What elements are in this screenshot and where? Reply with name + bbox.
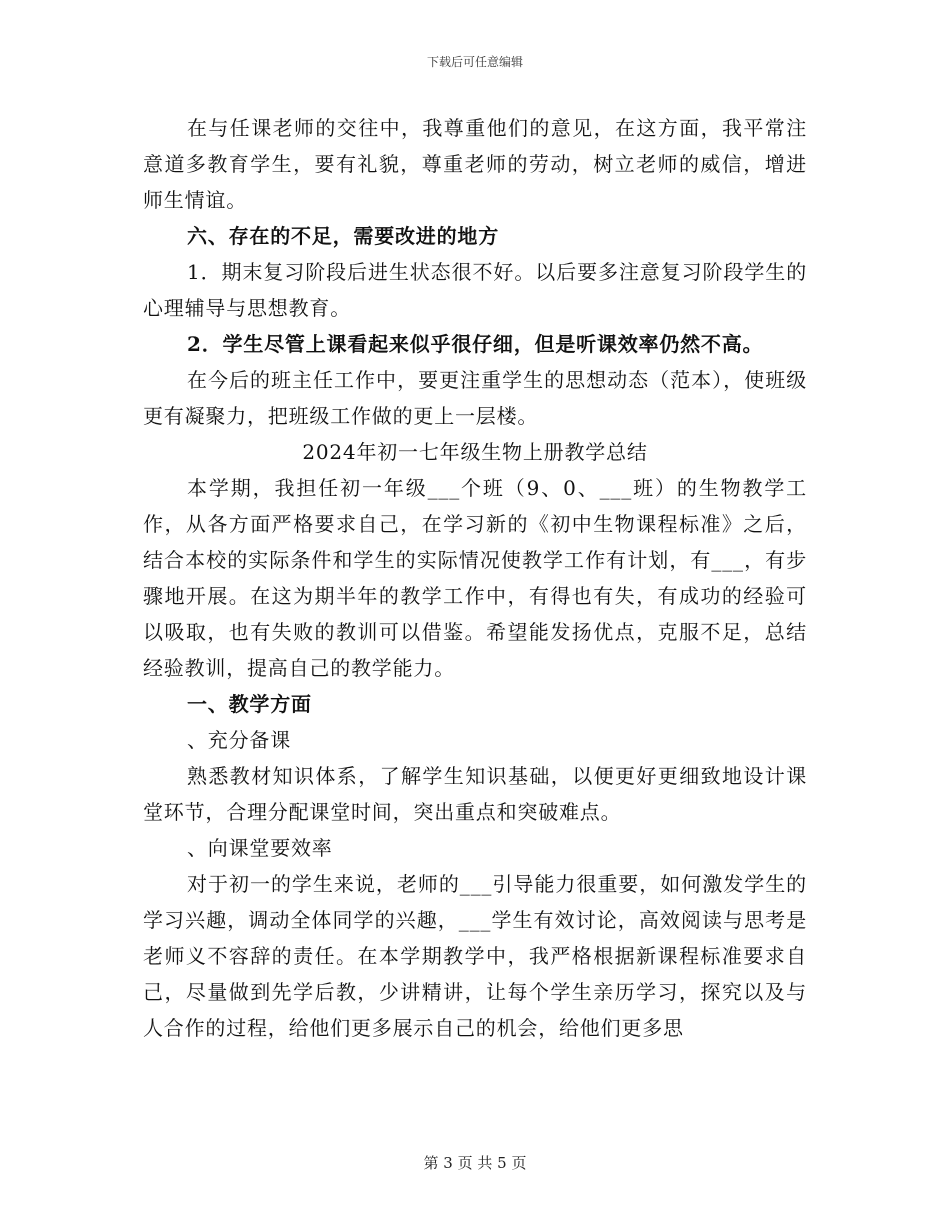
paragraph-point-1: 1．期末复习阶段后进生状态很不好。以后要多注意复习阶段学生的心理辅导与思想教育。 — [143, 260, 807, 320]
paragraph-efficiency: 对于初一的学生来说，老师的___引导能力很重要，如何激发学生的学习兴趣，调动全体同学的兴趣，___学生有效讨论，高效阅读与思考是老师义不容辞的责任。在本学期教学中，我严格根据新课程标准要求自己，尽量做到先学后教，少讲精讲，让每个学生亲历学习，探究以及与人合作的过程，给他们更多展示自己的机会，给他们更多思 — [143, 872, 807, 1040]
heading-teaching: 一、教学方面 — [187, 692, 312, 716]
document-title: 2024年初一七年级生物上册教学总结 — [302, 440, 648, 464]
subheading-preparation: 、充分备课 — [187, 728, 291, 752]
subheading-efficiency: 、向课堂要效率 — [187, 836, 333, 860]
page-footer: 第 3 页 共 5 页 — [423, 1154, 527, 1172]
page-header: 下载后可任意编辑 — [426, 55, 523, 69]
paragraph-intro: 本学期，我担任初一年级___个班（9、0、___班）的生物教学工作，从各方面严格要求自己，在学习新的《初中生物课程标准》之后，结合本校的实际条件和学生的实际情况使教学工作有计划，有___，有步骤地开展。在这为期半年的教学工作中，有得也有失，有成功的经验可以吸取，也有失败的教训可以借鉴。希望能发扬优点，克服不足，总结经验教训，提高自己的教学能力。 — [143, 476, 807, 680]
paragraph-point-2: 2．学生尽管上课看起来似乎很仔细，但是听课效率仍然不高。 — [187, 332, 764, 356]
document-body — [143, 110, 807, 1046]
heading-shortcomings: 六、存在的不足，需要改进的地方 — [187, 224, 499, 248]
paragraph-teacher-relations: 在与任课老师的交往中，我尊重他们的意见，在这方面，我平常注意道多教育学生，要有礼貌，尊重老师的劳动，树立老师的威信，增进师生情谊。 — [143, 116, 807, 212]
paragraph-future-work: 在今后的班主任工作中，要更注重学生的思想动态（范本），使班级更有凝聚力，把班级工作做的更上一层楼。 — [143, 368, 807, 428]
paragraph-preparation: 熟悉教材知识体系，了解学生知识基础，以便更好更细致地设计课堂环节，合理分配课堂时间，突出重点和突破难点。 — [143, 764, 807, 824]
